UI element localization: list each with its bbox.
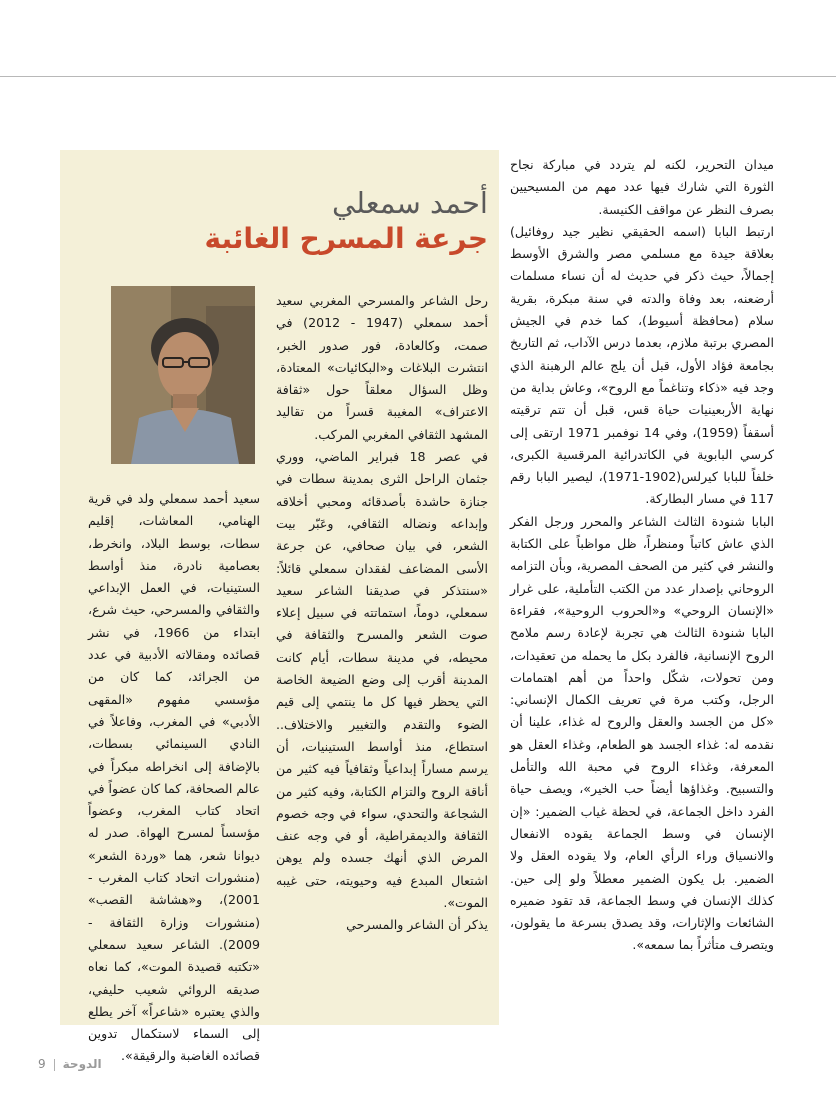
paragraph: سعيد أحمد سمعلي ولد في قرية الهنامي، المعاشات، إقليم سطات، بوسط البلاد، وانخرط، بعصامية نادرة، منذ أواسط الستينيات، في العمل الإبداعي والثقافي والمسرحي، حيث شرع، ابتداء من 1966، في نشر قصائده ومقالاته الأدبية في عدد من الجرائد، كما كان من مؤسسي مفهوم «المقهى الأدبي» في المغرب، وفاعلاً في النادي السينمائي بسطات، بالإضافة إلى انخراطه مبكراً في عالم الصحافة، كما كان عضواً في اتحاد كتاب المغرب، وعضواً مؤسساً لمسرح الهواة. صدر له ديوانا شعر، هما «وردة الشعر» (منشورات اتحاد كتاب المغرب - 2001)، و«هشاشة القصب» (منشورات وزارة الثقافة - 2009). الشاعر سعيد سمعلي «تكتبه قصيدة الموت»، كما نعاه صديقه الروائي شعيب حليفي، والذي يعتبره «شاعراً» آخر يطلع إلى السماء لاستكمال تدوين قصائده الغاضبة والرقيقة». [88, 491, 260, 1064]
article-column-left [88, 488, 260, 1068]
header-rule [0, 76, 836, 77]
page-number: 9 [38, 1057, 46, 1071]
paragraph: يذكر أن الشاعر والمسرحي [346, 917, 488, 933]
article-column-right [510, 154, 774, 957]
footer-divider [54, 1059, 55, 1071]
page-footer [38, 1057, 102, 1071]
author-photo [111, 286, 255, 464]
author-portrait-image [111, 286, 255, 464]
magazine-name: الدوحة [62, 1057, 102, 1071]
article-column-middle [276, 290, 488, 937]
paragraph: ارتبط البابا (اسمه الحقيقي نظير جيد روفائيل) بعلاقة جيدة مع مسلمي مصر والشرق الأوسط إجمالاً، حيث ذكر في حديث له أن نساء مسلمات أرضعنه، بعد وفاة والدته في سنة مبكرة، بقرية سلام (محافظة أسيوط)، كما خدم في الجيش المصري برتبة ملازم، بعدما درس الآداب، ثم التاريخ بجامعة فؤاد الأول، قبل أن يلج عالم الرهبنة الذي وجد فيه «ذكاء وتناغماً مع الروح»، وعاش بداية من نهاية الأربعينيات حياة قس، قبل أن تتم ترقيته أسقفاً (1959)، وفي 14 نوفمبر 1971 ارتقى إلى كرسي البابوية في الكاتدرائية المرقسية الكبرى، خلفاً للبابا كيرلس(1902-1971)، ليصير البابا رقم 117 في مسار البطاركة. [510, 223, 775, 507]
paragraph: ميدان التحرير، لكنه لم يتردد في مباركة نجاح الثورة التي شارك فيها عدد مهم من المسيحيين بصرف النظر عن مواقف الكنيسة. [510, 157, 774, 217]
author-name: أحمد سمعلي [331, 186, 488, 220]
paragraph: في عصر 18 فبراير الماضي، ووري جثمان الراحل الثرى بمدينة سطات في جنازة حاشدة بأصدقائه ومحبي أخلاقه وإبداعه ونضاله الثقافي، وعَبّر بيت الشعر، في بيان صحافي، عن جرعة الأسى المضاعف لفقدان سمعلي قائلاً: «سنتذكر في صديقنا الشاعر سعيد سمعلي، دوماً، استماتته في سبيل إعلاء صوت الشعر والمسرح والثقافة في محيطه، في مدينة سطات، أيام كانت المدينة أقرب إلى وضع الضيعة الخاصة التي يحظر فيها كل ما ينتمي إلى قيم الضوء والتقدم والتغيير والاختلاف.. استطاع، منذ أواسط الستينيات، أن يرسم مساراً إبداعياً وثقافياً فيه كثير من أناقة الروح والتزام الكتابة، وفيه كثير من الشجاعة والتحدي، سواء في وجه خصوم الثقافة والديمقراطية، أو في وجه عنف المرض الذي أنهك جسده ولم يوهن اشتعال المبدع فيه وحيويته، حتى غيبه الموت». [276, 449, 488, 911]
paragraph: البابا شنودة الثالث الشاعر والمحرر ورجل الفكر الذي عاش كاتباً ومنظراً، ظل مواظباً على الكتابة والنشر في كثير من الصحف المصرية، وبأن التزامه الروحاني بإصدار عدد من الكتب التأملية، على غرار «الإنسان الروحي» و«الحروب الروحية»، فقراءة البابا شنودة الثالث هي تجربة لإعادة رسم ملامح الروح الإنسانية، فالفرد بكل ما يحمله من تعقيدات، ومن تحولات، شكّل واحداً من أهم اهتمامات الرجل، وكتب مرة في تعريف الكمال الإنساني: «كل من الجسد والعقل والروح له غذاء، علينا أن نقدمه له: غذاء الجسد هو الطعام، وغذاء العقل هو المعرفة، وغذاء الروح في محبة الله والتأمل والتسبيح. وغذاؤها أيضاً حب الخير»، ويصف حياة الفرد داخل الجماعة، في لحظة غياب الضمير: «إن الإنسان في وسط الجماعة يقوده الانفعال والانسياق وراء الرأي العام، ولا يقوده العقل ولا الضمير. بل يكون الضمير معطلاً ولو إلى حين. كذلك الإنسان في وسط الجماعة، قد تقود ضميره الشائعات والإثارات، وقد يصدق بسرعة ما يقولون، ويتصرف متأثراً بما سمعه». [510, 513, 774, 953]
paragraph: رحل الشاعر والمسرحي المغربي سعيد أحمد سمعلي (1947 - 2012) في صمت، وكالعادة، فور صدور الخبر، انتشرت البلاغات و«البكائيات» المعتادة، وظل السؤال معلقاً حول «ثقافة الاعتراف» المغيبة قسراً من تقاليد المشهد الثقافي المغربي المركب. [276, 293, 488, 442]
article-title: جرعة المسرح الغائبة [204, 222, 488, 255]
